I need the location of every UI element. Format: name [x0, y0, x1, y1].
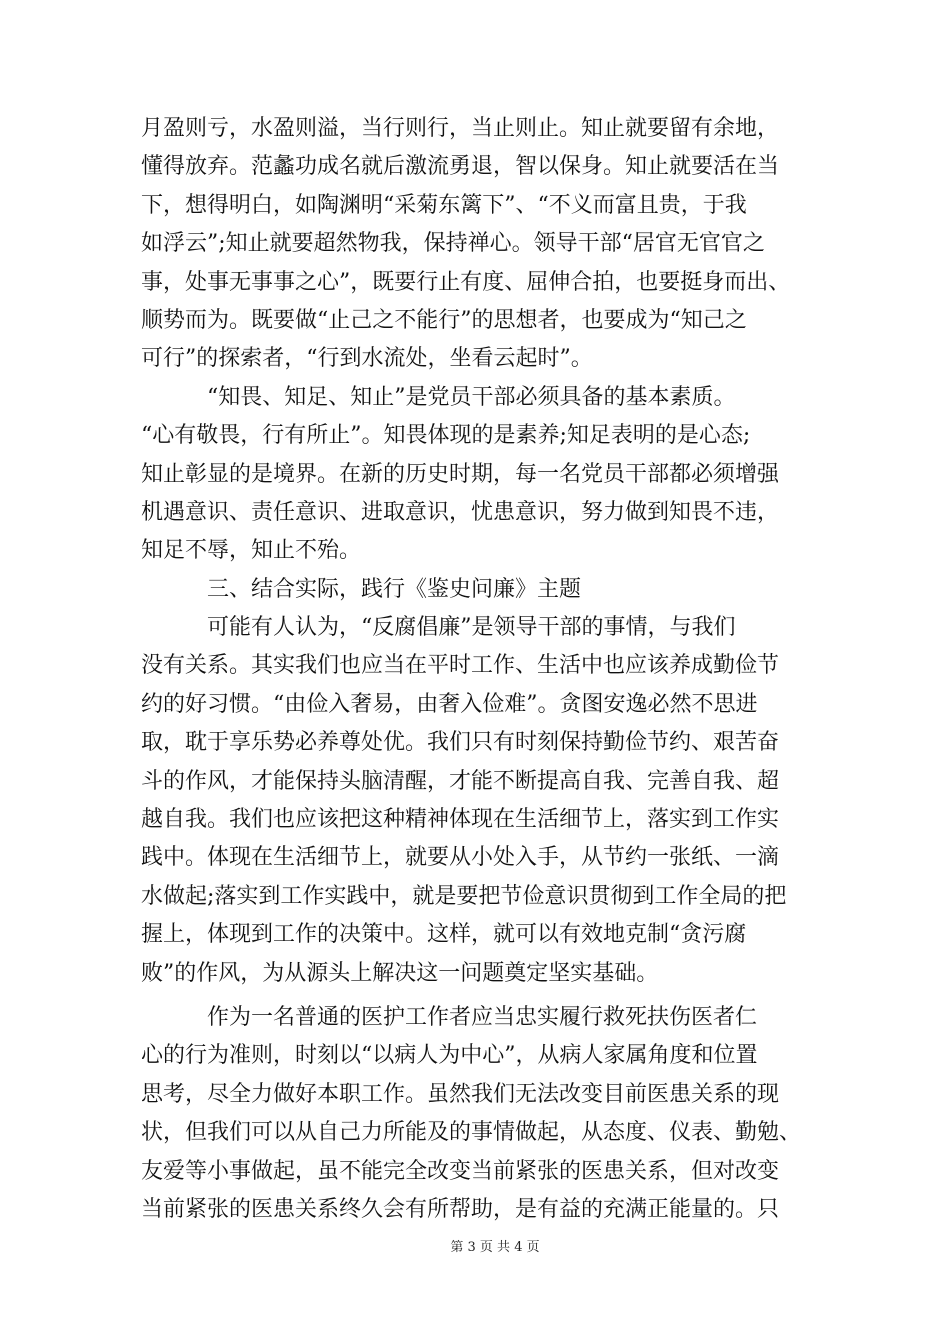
- text-line: 越自我。我们也应该把这种精神体现在生活细节上，落实到工作实: [141, 807, 780, 833]
- paragraph-start-line: “知畏、知足、知止”是党员干部必须具备的基本素质。: [141, 384, 736, 410]
- text-line: 如浮云”;知止就要超然物我，保持禅心。领导干部“居官无官官之: [141, 231, 765, 257]
- text-line: 顺势而为。既要做“止己之不能行”的思想者，也要成为“知己之: [141, 307, 747, 333]
- text-line: 机遇意识、责任意识、进取意识，忧患意识，努力做到知畏不违，: [141, 499, 780, 525]
- section-heading: 三、结合实际，践行《鉴史问廉》主题: [141, 576, 582, 602]
- paragraph-start-line: 可能有人认为，“反腐倡廉”是领导干部的事情，与我们: [141, 615, 736, 641]
- text-line: 知足不辱，知止不殆。: [141, 538, 362, 564]
- page-number-footer: 第 3 页 共 4 页: [450, 1240, 540, 1255]
- text-line: 握上，体现到工作的决策中。这样，就可以有效地克制“贪污腐: [141, 922, 747, 948]
- text-line: 月盈则亏，水盈则溢，当行则行，当止则止。知止就要留有余地，: [141, 116, 780, 141]
- text-line: 下，想得明白，如陶渊明“采菊东篱下”、“不义而富且贵，于我: [141, 192, 747, 218]
- text-line: 水做起;落实到工作实践中，就是要把节俭意识贯彻到工作全局的把: [141, 883, 787, 909]
- text-line: 约的好习惯。“由俭入奢易，由奢入俭难”。贪图安逸必然不思进: [141, 691, 758, 717]
- text-line: 践中。体现在生活细节上，就要从小处入手，从节约一张纸、一滴: [141, 845, 780, 871]
- text-line: 思考，尽全力做好本职工作。虽然我们无法改变目前医患关系的现: [141, 1081, 780, 1107]
- text-line: 没有关系。其实我们也应当在平时工作、生活中也应该养成勤俭节: [141, 653, 780, 679]
- text-line: 可行”的探索者，“行到水流处，坐看云起时”。: [141, 346, 593, 372]
- text-line: 败”的作风，为从源头上解决这一问题奠定坚实基础。: [141, 960, 659, 986]
- text-line: 心的行为准则，时刻以“以病人为中心”，从病人家属角度和位置: [141, 1043, 758, 1069]
- text-line: 知止彰显的是境界。在新的历史时期，每一名党员干部都必须增强: [141, 461, 780, 487]
- text-line: 斗的作风，才能保持头脑清醒，才能不断提高自我、完善自我、超: [141, 768, 780, 794]
- text-line: 友爱等小事做起，虽不能完全改变当前紧张的医患关系，但对改变: [141, 1158, 780, 1184]
- text-line: 当前紧张的医患关系终久会有所帮助，是有益的充满正能量的。只: [141, 1196, 780, 1222]
- paragraph-start-line: 作为一名普通的医护工作者应当忠实履行救死扶伤医者仁: [141, 1004, 758, 1030]
- text-line: “心有敬畏，行有所止”。知畏体现的是素养;知足表明的是心态;: [141, 423, 751, 449]
- text-line: 取，耽于享乐势必养尊处优。我们只有时刻保持勤俭节约、艰苦奋: [141, 730, 780, 756]
- text-line: 事，处事无事事之心”，既要行止有度、屈伸合拍，也要挺身而出、: [141, 269, 791, 295]
- text-line: 懂得放弃。范蠡功成名就后激流勇退，智以保身。知止就要活在当: [141, 154, 780, 180]
- body-text: [141, 110, 811, 1229]
- text-line: 状，但我们可以从自己力所能及的事情做起，从态度、仪表、勤勉、: [141, 1120, 802, 1146]
